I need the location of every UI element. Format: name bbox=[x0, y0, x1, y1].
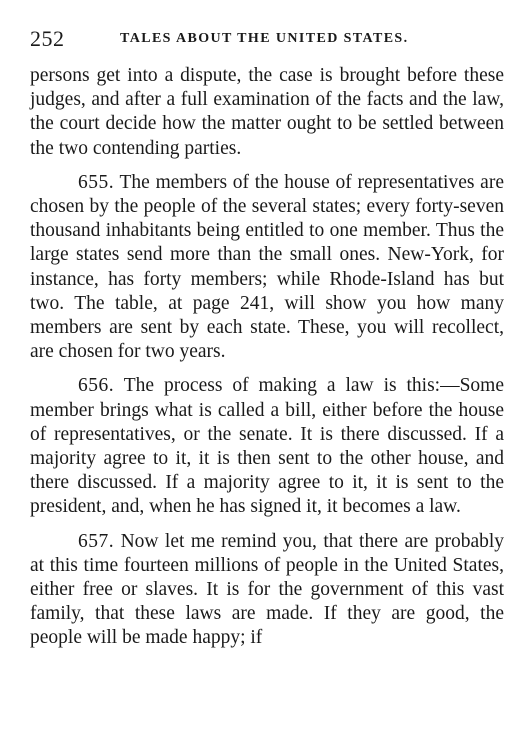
paragraph-number: 656. bbox=[78, 375, 115, 397]
paragraph-number: 657. bbox=[78, 530, 115, 552]
paragraph-657 bbox=[30, 530, 504, 651]
paragraph-text: The members of the house of representatives are chosen by the people of the several states; every forty-seven thousand inhabitants being entitled to one member. Thus the large states send more than the small ones. New-York, for instance, has forty members; while Rhode-Island has but two. The table, at page 241, will show you how many members are sent by each state. These, you will recollect, are chosen for two years. bbox=[30, 171, 504, 363]
paragraph-text: persons get into a dispute, the case is brought before these judges, and after a full examination of the facts and the law, the court decide how the matter ought to be settled between the two contending parties. bbox=[30, 65, 504, 159]
paragraph-655 bbox=[30, 171, 504, 365]
paragraph-text: The process of making a law is this:—Some member brings what is called a bill, either before the house of representatives, or the senate. It is there discussed. If a majority agree to it, it is then sent to the other house, and there discussed. If a majority agree to it, it is sent to the president, and, when he has signed it, it becomes a law. bbox=[30, 375, 504, 518]
book-page bbox=[30, 26, 504, 651]
running-head bbox=[30, 26, 504, 50]
paragraph-text: Now let me remind you, that there are probably at this time fourteen millions of people in the United States, either free or slaves. It is for the government of this vast family, that these laws are made. If they are good, the people will be made happy; if bbox=[30, 530, 505, 649]
paragraph-number: 655. bbox=[78, 171, 115, 193]
paragraph-continued bbox=[30, 64, 504, 161]
paragraph-656 bbox=[30, 374, 504, 519]
page-number: 252 bbox=[30, 26, 65, 51]
running-title: TALES ABOUT THE UNITED STATES. bbox=[120, 31, 409, 46]
